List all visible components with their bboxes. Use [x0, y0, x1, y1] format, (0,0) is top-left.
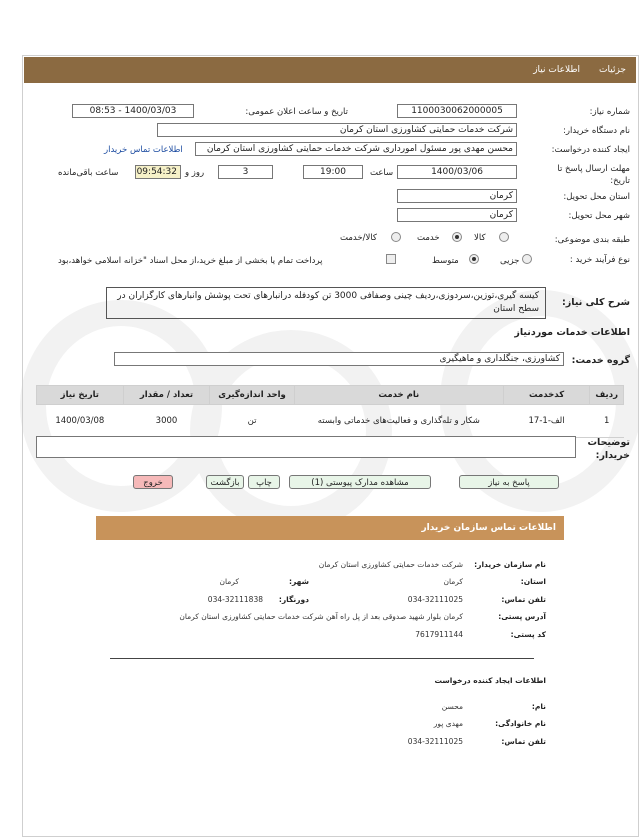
address-label: آدرس پستی:: [498, 612, 546, 621]
buyer-contact-link[interactable]: اطلاعات تماس خریدار: [104, 145, 183, 155]
need-no-field: 1100030062000005: [397, 104, 517, 118]
contact-fax-value: 034-32111838: [207, 595, 263, 604]
attachments-button[interactable]: مشاهده مدارک پیوستی (1): [289, 475, 431, 489]
col-date: تاریخ نیاز: [37, 386, 124, 405]
table-row: [37, 405, 624, 438]
org-value: شرکت خدمات حمایتی کشاورزی استان کرمان: [318, 560, 463, 569]
buyer-field: شرکت خدمات حمایتی کشاورزی استان کرمان: [157, 123, 517, 137]
cell-qty: 3000: [123, 405, 210, 438]
org-label: نام سازمان خریدار:: [474, 560, 546, 569]
remaining-time-field: 09:54:32: [135, 165, 181, 179]
services-table: [36, 385, 624, 438]
contact-province-value: کرمان: [443, 577, 463, 586]
buyer-desc-label: توضیحات خریدار:: [587, 437, 630, 461]
summary-label: شرح کلی نیاز:: [561, 297, 630, 308]
service-group-field: کشاورزی، جنگلداری و ماهیگیری: [114, 352, 564, 366]
contact-city-label: شهر:: [289, 577, 309, 586]
process-option-medium: متوسط: [432, 256, 459, 266]
announce-field: 1400/03/03 - 08:53: [72, 104, 194, 118]
cell-code: الف-1-17: [503, 405, 590, 438]
buyer-desc-field: [36, 436, 576, 458]
city-field: کرمان: [397, 208, 517, 222]
summary-text: کیسه گیری،توزین،سردوزی،ردیف چینی وصفافی 3000 تن کودفله درانبارهای تحت پوشش وانبارهای کارگزاران در سطح استان: [106, 287, 546, 319]
category-option-service: خدمت: [417, 233, 440, 243]
need-no-label: شماره نیاز:: [589, 107, 630, 117]
reply-button[interactable]: پاسخ به نیاز: [459, 475, 559, 489]
process-label: نوع فرآیند خرید :: [569, 255, 630, 265]
province-label: استان محل تحویل:: [563, 192, 630, 202]
category-radio-both[interactable]: [391, 232, 401, 242]
remaining-label: ساعت باقی‌مانده: [58, 168, 119, 178]
contact-phone-value: 034-32111025: [407, 595, 463, 604]
cell-name: شکار و تله‌گذاری و فعالیت‌های خدماتی وابسته: [294, 405, 503, 438]
col-row: ردیف: [590, 386, 624, 405]
buyer-label: نام دستگاه خریدار:: [563, 126, 630, 136]
deadline-label: مهلت ارسال پاسخ تا تاریخ:: [557, 164, 630, 186]
exit-button[interactable]: خروج: [133, 475, 173, 489]
col-unit: واحد اندازه‌گیری: [210, 386, 295, 405]
creator-phone-label: تلفن تماس:: [501, 737, 546, 746]
announce-label: تاریخ و ساعت اعلان عمومی:: [245, 107, 348, 117]
section-divider: [110, 658, 534, 659]
postal-label: کد پستی:: [510, 630, 546, 639]
cell-row: 1: [590, 405, 624, 438]
contact-section-header: [96, 516, 564, 540]
address-value: کرمان بلوار شهید صدوقی بعد از پل راه آهن شرکت خدمات حمایتی کشاورزی استان کرمان: [179, 612, 463, 621]
contact-phone-label: تلفن تماس:: [501, 595, 546, 604]
services-heading: اطلاعات خدمات موردنیاز: [514, 327, 630, 338]
category-radio-service[interactable]: [452, 232, 462, 242]
col-qty: تعداد / مقدار: [123, 386, 210, 405]
process-option-minor: جزیی: [500, 256, 520, 266]
col-code: کدخدمت: [503, 386, 590, 405]
process-radio-medium[interactable]: [469, 254, 479, 264]
cell-unit: تن: [210, 405, 295, 438]
payment-note: پرداخت تمام یا بخشی از مبلغ خرید،از محل اسناد "خزانه اسلامی خواهد،بود: [58, 256, 323, 266]
creator-heading: اطلاعات ایجاد کننده درخواست: [434, 676, 546, 685]
treasury-checkbox[interactable]: [386, 254, 396, 264]
creator-name-value: محسن: [441, 702, 463, 711]
creator-family-value: مهدی پور: [433, 719, 463, 728]
table-header-row: [37, 386, 624, 405]
contact-city-value: کرمان: [219, 577, 239, 586]
category-label: طبقه بندی موضوعی:: [554, 235, 630, 245]
process-radio-minor[interactable]: [522, 254, 532, 264]
creator-name-label: نام:: [531, 702, 546, 711]
category-radio-goods[interactable]: [499, 232, 509, 242]
contact-fax-label: دورنگار:: [278, 595, 309, 604]
service-group-label: گروه خدمت:: [571, 355, 630, 366]
category-option-both: کالا/خدمت: [340, 233, 377, 243]
deadline-time-field: 19:00: [303, 165, 363, 179]
creator-family-label: نام خانوادگی:: [495, 719, 546, 728]
contact-province-label: استان:: [520, 577, 546, 586]
deadline-date-field: 1400/03/06: [397, 165, 517, 179]
category-option-goods: کالا: [474, 233, 486, 243]
province-field: کرمان: [397, 189, 517, 203]
city-label: شهر محل تحویل:: [568, 211, 630, 221]
col-name: نام خدمت: [294, 386, 503, 405]
page-header: [24, 57, 636, 83]
cell-date: 1400/03/08: [37, 405, 124, 438]
creator-phone-value: 034-32111025: [407, 737, 463, 746]
day-label: روز و: [185, 168, 205, 178]
postal-value: 7617911144: [415, 630, 463, 639]
back-button[interactable]: بازگشت: [206, 475, 244, 489]
print-button[interactable]: چاپ: [248, 475, 280, 489]
creator-label: ایجاد کننده درخواست:: [551, 145, 630, 155]
time-label: ساعت: [370, 168, 394, 178]
creator-field: محسن مهدی پور مسئول امورداری شرکت خدمات حمایتی کشاورزی استان کرمان: [195, 142, 517, 156]
contact-heading: اطلاعات تماس سازمان خریدار: [421, 523, 556, 533]
header-subtitle: اطلاعات نیاز: [533, 65, 580, 75]
header-title: جزئیات: [599, 65, 626, 75]
days-field: 3: [218, 165, 273, 179]
